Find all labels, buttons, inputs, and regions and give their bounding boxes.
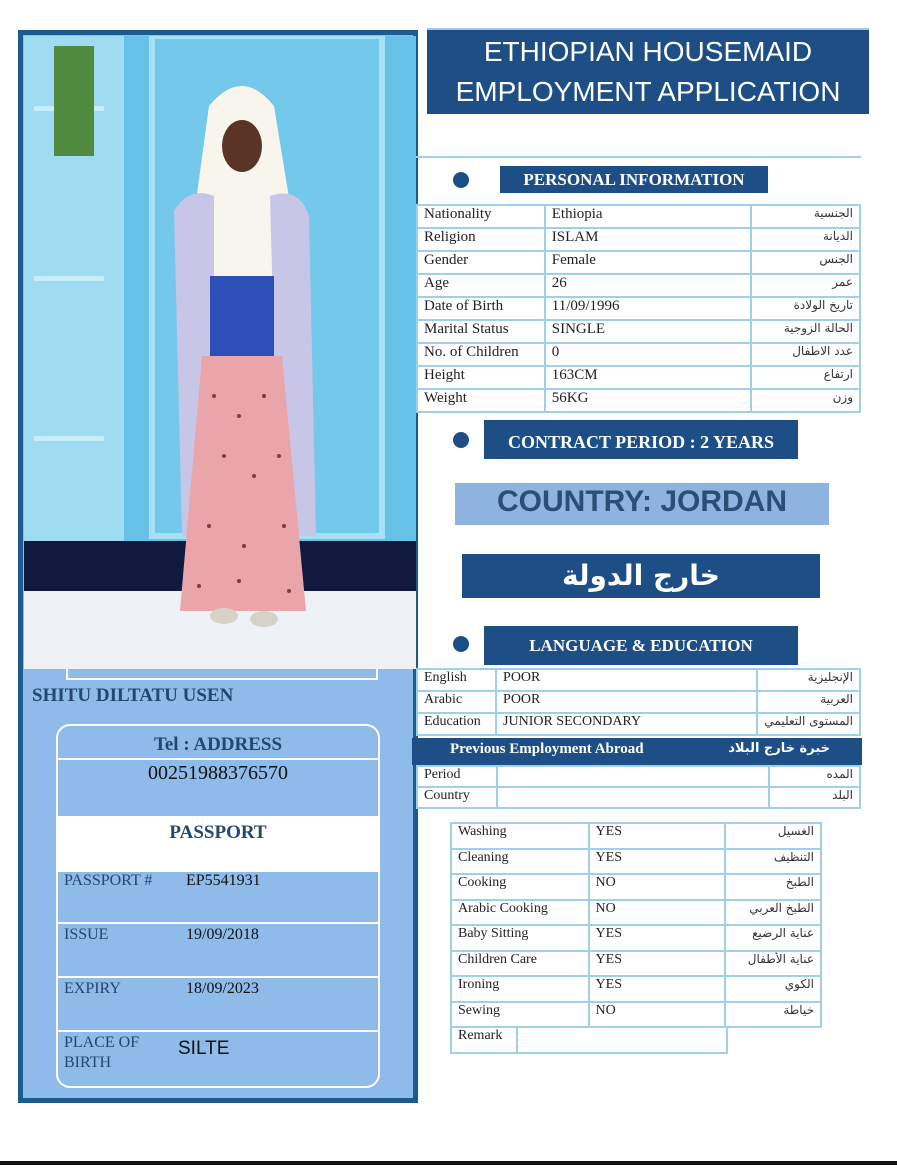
language-row-label: English (417, 669, 496, 691)
personal-row-label: Age (417, 274, 545, 297)
card-divider (58, 976, 378, 978)
title-line-1: ETHIOPIAN HOUSEMAID (483, 36, 813, 67)
personal-row (417, 228, 860, 251)
personal-row-label: Weight (417, 389, 545, 412)
language-row-arabic: الإنجليزية (757, 669, 860, 691)
personal-row (417, 320, 860, 343)
skill-row (451, 900, 821, 926)
remark-row (451, 1027, 727, 1053)
skill-row-label: Baby Sitting (451, 925, 589, 951)
previous-row (417, 766, 860, 787)
previous-employment-heading-ar: خبرة خارج البلاد (728, 741, 830, 756)
expiry-label: EXPIRY (64, 980, 121, 997)
personal-row-arabic: الجنسية (751, 205, 860, 228)
skill-row-value: NO (589, 1002, 726, 1028)
skill-row (451, 1002, 821, 1028)
personal-row-arabic: عمر (751, 274, 860, 297)
previous-employment-table (416, 765, 861, 809)
language-row-arabic: العربية (757, 691, 860, 713)
language-row-value: POOR (496, 691, 757, 713)
skill-row-value: YES (589, 849, 726, 875)
skill-row (451, 951, 821, 977)
skill-row (451, 874, 821, 900)
personal-row-value: SINGLE (545, 320, 752, 343)
skill-row-arabic: عناية الرضيع (725, 925, 821, 951)
bullet-icon (453, 636, 469, 652)
document-title (427, 32, 869, 112)
skill-row-arabic: الغسيل (725, 823, 821, 849)
remark-value (517, 1027, 727, 1053)
skill-row-label: Cooking (451, 874, 589, 900)
personal-row-label: Height (417, 366, 545, 389)
previous-row-arabic: البلد (769, 787, 860, 808)
personal-row-label: Date of Birth (417, 297, 545, 320)
section-rule (416, 156, 861, 158)
previous-row-label: Country (417, 787, 497, 808)
personal-row-arabic: عدد الاطفال (751, 343, 860, 366)
contract-period: CONTRACT PERIOD : 2 YEARS (484, 420, 798, 459)
pob-label-line2: BIRTH (64, 1054, 112, 1071)
skill-row-value: NO (589, 900, 726, 926)
bottom-rule (0, 1161, 897, 1165)
personal-row-arabic: الجنس (751, 251, 860, 274)
pob-label-line1: PLACE OF (64, 1034, 140, 1051)
personal-row-value: 11/09/1996 (545, 297, 752, 320)
skill-row-label: Ironing (451, 976, 589, 1002)
card-divider (58, 1030, 378, 1032)
personal-row-arabic: وزن (751, 389, 860, 412)
skill-row-value: YES (589, 976, 726, 1002)
skill-row-arabic: عناية الأطفال (725, 951, 821, 977)
language-table (416, 668, 861, 736)
skill-row (451, 823, 821, 849)
personal-row-arabic: تاريخ الولادة (751, 297, 860, 320)
personal-row-value: 163CM (545, 366, 752, 389)
previous-row (417, 787, 860, 808)
skill-row (451, 976, 821, 1002)
personal-row-value: ISLAM (545, 228, 752, 251)
personal-row (417, 274, 860, 297)
personal-row-value: 0 (545, 343, 752, 366)
arabic-country-text: خارج الدولة (562, 559, 720, 592)
skill-row-value: YES (589, 823, 726, 849)
personal-row (417, 389, 860, 412)
skill-row-label: Children Care (451, 951, 589, 977)
personal-row-label: Gender (417, 251, 545, 274)
skill-row-label: Washing (451, 823, 589, 849)
previous-row-arabic: المده (769, 766, 860, 787)
skill-row-arabic: التنظيف (725, 849, 821, 875)
skill-row-label: Cleaning (451, 849, 589, 875)
skill-row-arabic: الطبخ العربي (725, 900, 821, 926)
personal-row (417, 297, 860, 320)
contact-passport-card (56, 724, 380, 1088)
previous-row-value (497, 766, 769, 787)
skill-row-label: Arabic Cooking (451, 900, 589, 926)
personal-row (417, 251, 860, 274)
name-frame (66, 668, 378, 680)
language-row-label: Arabic (417, 691, 496, 713)
language-row-arabic: المستوى التعليمي (757, 713, 860, 735)
personal-row-arabic: الديانة (751, 228, 860, 251)
skill-row-value: NO (589, 874, 726, 900)
personal-row-arabic: الحالة الزوجية (751, 320, 860, 343)
personal-row (417, 343, 860, 366)
pob-value: SILTE (178, 1038, 230, 1059)
personal-row (417, 205, 860, 228)
skill-row-value: YES (589, 951, 726, 977)
personal-row-label: Marital Status (417, 320, 545, 343)
issue-label: ISSUE (64, 926, 109, 943)
skill-row-arabic: خياطة (725, 1002, 821, 1028)
personal-row (417, 366, 860, 389)
passport-heading: PASSPORT (169, 822, 267, 843)
personal-row-value: Ethiopia (545, 205, 752, 228)
card-divider (58, 758, 378, 760)
applicant-name: SHITU DILTATU USEN (32, 685, 234, 706)
personal-row-value: Female (545, 251, 752, 274)
personal-row-arabic: ارتفاع (751, 366, 860, 389)
language-row-value: POOR (496, 669, 757, 691)
skill-row-arabic: الطبخ (725, 874, 821, 900)
country-text: COUNTRY: JORDAN (497, 485, 787, 518)
skills-table (450, 822, 822, 1028)
tel-label: Tel : ADDRESS (153, 734, 283, 755)
skill-row-value: YES (589, 925, 726, 951)
language-row-label: Education (417, 713, 496, 735)
personal-info-table (416, 204, 861, 413)
previous-employment-heading: Previous Employment Abroad (450, 741, 644, 757)
title-line-2: EMPLOYMENT APPLICATION (455, 76, 841, 107)
tel-value: 00251988376570 (148, 762, 288, 784)
applicant-photo (24, 36, 416, 669)
remark-table (450, 1026, 728, 1054)
language-education-heading: LANGUAGE & EDUCATION (484, 626, 798, 665)
bullet-icon (453, 172, 469, 188)
personal-row-value: 56KG (545, 389, 752, 412)
passport-number-label: PASSPORT # (64, 872, 153, 889)
skill-row-label: Sewing (451, 1002, 589, 1028)
language-row (417, 713, 860, 735)
personal-info-heading: PERSONAL INFORMATION (500, 166, 768, 193)
previous-row-value (497, 787, 769, 808)
bullet-icon (453, 432, 469, 448)
personal-row-label: Nationality (417, 205, 545, 228)
language-row-value: JUNIOR SECONDARY (496, 713, 757, 735)
language-row (417, 669, 860, 691)
card-divider (58, 922, 378, 924)
remark-label: Remark (451, 1027, 517, 1053)
personal-row-label: No. of Children (417, 343, 545, 366)
personal-row-value: 26 (545, 274, 752, 297)
issue-value: 19/09/2018 (186, 926, 259, 943)
skill-row-arabic: الكوي (725, 976, 821, 1002)
previous-row-label: Period (417, 766, 497, 787)
skill-row (451, 849, 821, 875)
passport-number-value: EP5541931 (186, 872, 261, 889)
personal-row-label: Religion (417, 228, 545, 251)
expiry-value: 18/09/2023 (186, 980, 259, 997)
language-row (417, 691, 860, 713)
skill-row (451, 925, 821, 951)
